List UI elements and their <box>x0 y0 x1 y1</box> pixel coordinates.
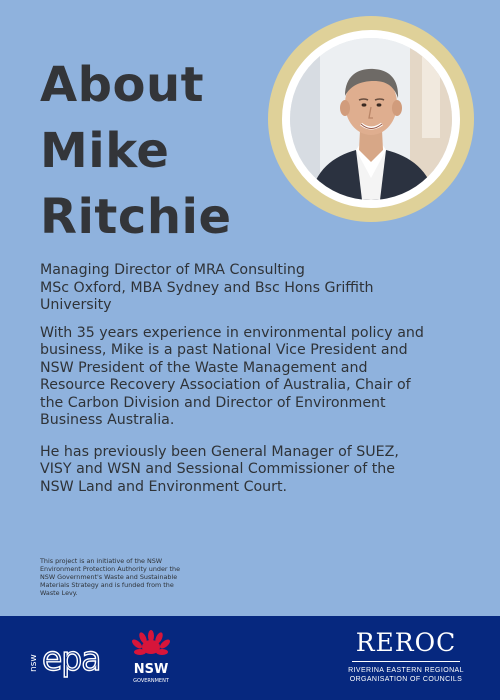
bio-line: business, Mike is a past National Vice President and <box>40 342 408 358</box>
role-line: MSc Oxford, MBA Sydney and Bsc Hons Griffith <box>40 279 374 296</box>
bio-section <box>40 262 470 510</box>
role-paragraph <box>40 262 470 315</box>
reroc-subtitle: RIVERINA EASTERN REGIONAL <box>348 667 464 674</box>
footnote-line: Waste Levy. <box>40 589 78 597</box>
title-line: About <box>40 57 205 113</box>
bio-paragraph <box>40 325 470 430</box>
reroc-logo <box>348 628 464 692</box>
title-line: Ritchie <box>40 189 232 245</box>
epa-logo-prefix: nsw <box>30 654 39 672</box>
history-paragraph <box>40 444 470 497</box>
nsw-logo-word: NSW <box>133 662 169 677</box>
portrait-frame <box>268 16 474 222</box>
bio-line: Business Australia. <box>40 412 175 428</box>
role-line: University <box>40 297 112 313</box>
bio-line: the Carbon Division and Director of Environment <box>40 394 386 411</box>
reroc-subtitle: ORGANISATION OF COUNCILS <box>349 676 463 683</box>
funding-footnote <box>40 557 215 597</box>
nsw-government-logo <box>128 628 174 686</box>
footnote-line: NSW Government's Waste and Sustainable <box>40 573 178 581</box>
page-title <box>40 52 280 250</box>
epa-logo-word: epa <box>42 639 101 678</box>
history-line: VISY and WSN and Sessional Commissioner of the <box>40 461 396 477</box>
nsw-epa-logo <box>30 632 120 682</box>
nsw-logo-sub: GOVERNMENT <box>133 678 169 684</box>
waratah-icon <box>130 630 171 655</box>
history-line: NSW Land and Environment Court. <box>40 478 288 495</box>
bio-line: Resource Recovery Association of Australia, Chair of <box>40 377 411 393</box>
footnote-line: This project is an initiative of the NSW <box>40 557 163 565</box>
footnote-line: Materials Strategy and is funded from the <box>40 581 174 589</box>
bio-line: With 35 years experience in environmental policy and <box>40 324 424 341</box>
reroc-name: REROC <box>355 628 457 657</box>
portrait-image <box>290 38 452 200</box>
footer-bar <box>0 616 500 700</box>
history-line: He has previously been General Manager of SUEZ, <box>40 443 399 460</box>
bio-line: NSW President of the Waste Management and <box>40 359 368 376</box>
title-line: Mike <box>40 123 170 179</box>
reroc-divider <box>352 661 460 662</box>
portrait-photo <box>290 38 452 200</box>
role-line: Managing Director of MRA Consulting <box>40 262 305 278</box>
footnote-line: Environment Protection Authority under the <box>40 565 181 573</box>
